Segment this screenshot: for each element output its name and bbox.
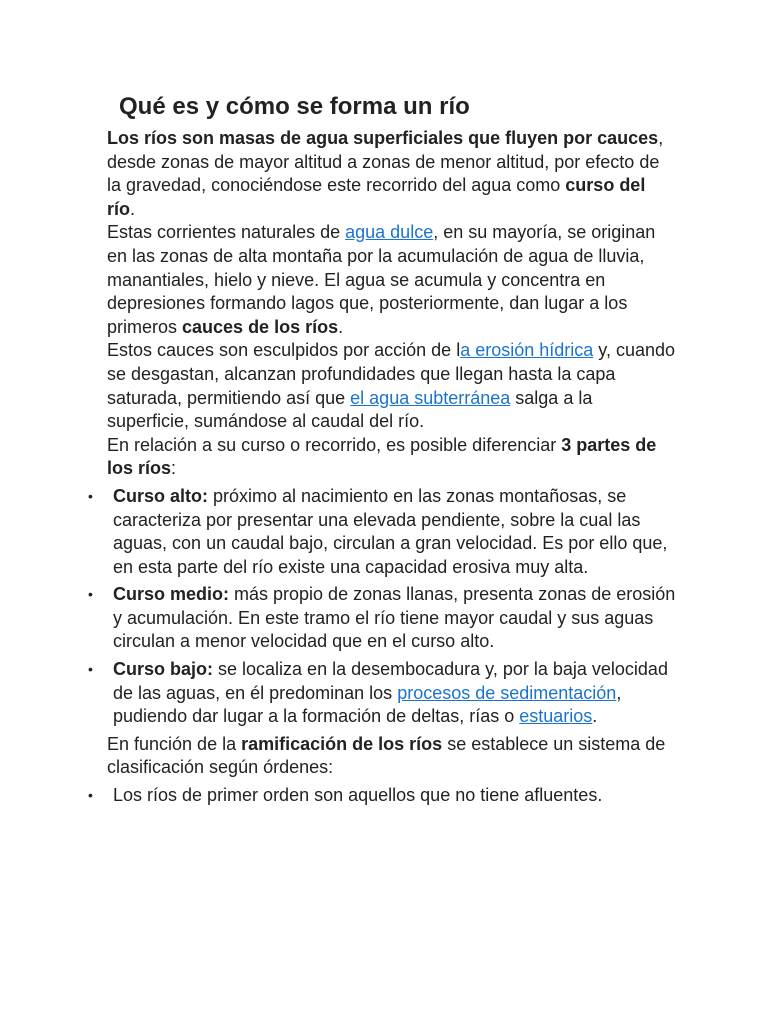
link-procesos-sedimentacion[interactable]: procesos de sedimentación bbox=[397, 682, 617, 703]
item-label: Curso medio: bbox=[113, 584, 230, 605]
link-erosion-hidrica[interactable]: a erosión hídrica bbox=[460, 340, 594, 361]
text: . bbox=[338, 316, 344, 337]
link-agua-subterranea[interactable]: el agua subterránea bbox=[350, 387, 511, 408]
item-label: Curso alto: bbox=[113, 485, 209, 506]
paragraph-erosion bbox=[107, 339, 677, 433]
bold-text: 3 partes de los ríos bbox=[107, 434, 657, 479]
list-item-curso-alto bbox=[107, 485, 677, 579]
item-text: , pudiendo dar lugar a la formación de deltas, rías o bbox=[113, 682, 622, 727]
list-item-primer-orden bbox=[107, 784, 677, 808]
item-text: Los ríos de primer orden son aquellos que no tiene afluentes. bbox=[113, 785, 603, 806]
paragraph-parts-intro bbox=[107, 434, 677, 481]
item-text: más propio de zonas llanas, presenta zonas de erosión y acumulación. En este tramo el río tiene mayor caudal y sus aguas circulan a menor velocidad que en el curso alto. bbox=[113, 584, 676, 652]
item-text: próximo al nacimiento en las zonas montañosas, se caracteriza por presentar una elevada pendiente, sobre la cual las aguas, con un caudal bajo, circulan a gran velocidad. Es por ello que, en esta parte del río existe una capacidad erosiva muy alta. bbox=[113, 485, 668, 577]
link-agua-dulce[interactable]: agua dulce bbox=[345, 222, 434, 243]
text: se establece un sistema de clasificación según órdenes: bbox=[107, 733, 666, 778]
link-estuarios[interactable]: estuarios bbox=[519, 706, 593, 727]
text: En función de la bbox=[107, 733, 242, 754]
item-label: Curso bajo: bbox=[113, 659, 214, 680]
text: y, cuando se desgastan, alcanzan profundidades que llegan hasta la capa saturada, permitiendo así que bbox=[107, 340, 676, 408]
bold-text: curso del río bbox=[107, 175, 646, 219]
text: . bbox=[130, 198, 136, 219]
list-item-curso-medio bbox=[107, 583, 677, 654]
text: En relación a su curso o recorrido, es posible diferenciar bbox=[107, 434, 562, 455]
item-text: se localiza en la desembocadura y, por la baja velocidad de las aguas, en él predominan los bbox=[113, 659, 668, 703]
bold-text: Los ríos son masas de agua superficiales que fluyen por cauces bbox=[107, 128, 659, 148]
list-item-curso-bajo bbox=[107, 658, 677, 729]
paragraph-origin bbox=[107, 221, 677, 339]
item-text: . bbox=[592, 706, 598, 727]
paragraph-ramification bbox=[107, 733, 677, 780]
river-parts-list bbox=[107, 485, 677, 729]
page-title: Qué es y cómo se forma un río bbox=[119, 93, 470, 120]
article-body bbox=[107, 127, 677, 812]
text: salga a la superficie, sumándose al caudal del río. bbox=[107, 387, 593, 432]
river-orders-list bbox=[107, 784, 677, 808]
text: , en su mayoría, se originan en las zonas de alta montaña por la acumulación de agua de lluvia, manantiales, hielo y nieve. El agua se acumula y concentra en depresiones formando lagos que, posteriormente, dan lugar a los primeros bbox=[107, 222, 656, 337]
text: , desde zonas de mayor altitud a zonas de menor altitud, por efecto de la gravedad, conociéndose este recorrido del agua como bbox=[107, 128, 664, 196]
bold-text: cauces de los ríos bbox=[182, 316, 339, 337]
text: : bbox=[171, 458, 177, 479]
bold-text: ramificación de los ríos bbox=[241, 733, 443, 754]
text: Estas corrientes naturales de bbox=[107, 222, 346, 243]
paragraph-definition bbox=[107, 127, 677, 221]
text: Estos cauces son esculpidos por acción de l bbox=[107, 340, 461, 361]
